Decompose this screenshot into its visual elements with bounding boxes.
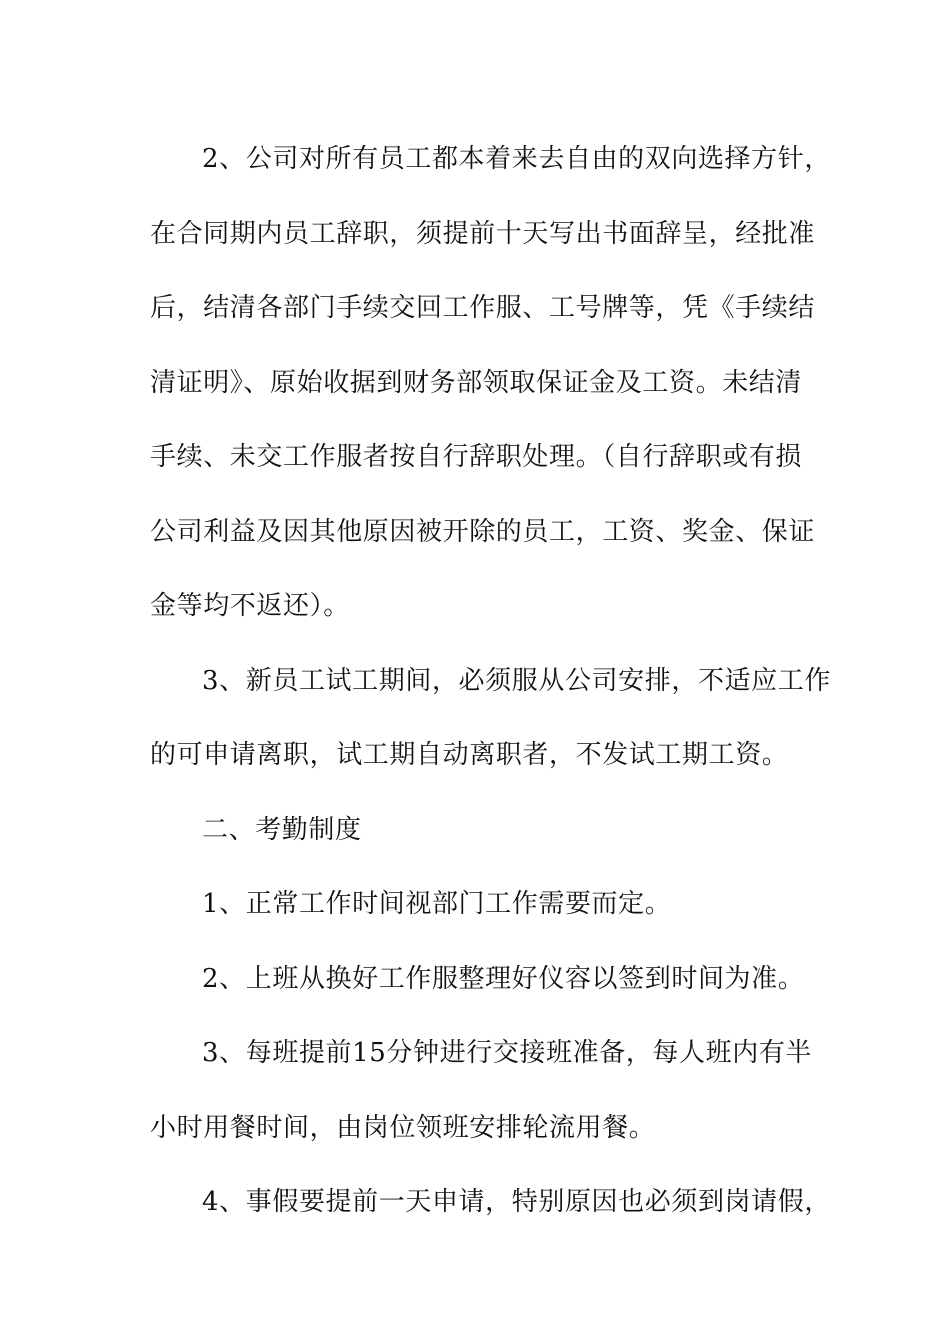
attendance-item-2: 2、上班从换好工作服整理好仪容以签到时间为准。 bbox=[202, 963, 805, 994]
paragraph-2-line-1: 2、公司对所有员工都本着来去自由的双向选择方针， bbox=[202, 144, 831, 174]
paragraph-2-line-7: 金等均不返还）。 bbox=[150, 591, 350, 621]
paragraph-2-line-5: 手续、未交工作服者按自行辞职处理。（自行辞职或有损 bbox=[150, 442, 803, 472]
section-heading-attendance: 二、考勤制度 bbox=[202, 814, 362, 845]
attendance-item-4-line-1: 4、事假要提前一天申请，特别原因也必须到岗请假， bbox=[202, 1187, 831, 1217]
attendance-item-1: 1、正常工作时间视部门工作需要而定。 bbox=[202, 889, 672, 919]
attendance-item-3-line-1: 3、每班提前15分钟进行交接班准备，每人班内有半 bbox=[202, 1038, 813, 1068]
attendance-item-3-line-2: 小时用餐时间，由岗位领班安排轮流用餐。 bbox=[150, 1112, 656, 1143]
paragraph-3-line-1: 3、新员工试工期间，必须服从公司安排，不适应工作 bbox=[202, 665, 831, 696]
paragraph-2-line-4: 清证明》、原始收据到财务部领取保证金及工资。未结清 bbox=[150, 367, 803, 398]
paragraph-2-line-3: 后，结清各部门手续交回工作服、工号牌等，凭《手续结 bbox=[150, 293, 816, 323]
paragraph-2-line-6: 公司利益及因其他原因被开除的员工，工资、奖金、保证 bbox=[150, 516, 816, 547]
document-body bbox=[150, 122, 831, 1240]
paragraph-3-line-2: 的可申请离职，试工期自动离职者，不发试工期工资。 bbox=[150, 740, 789, 770]
paragraph-2-line-2: 在合同期内员工辞职，须提前十天写出书面辞呈，经批准 bbox=[150, 218, 816, 249]
